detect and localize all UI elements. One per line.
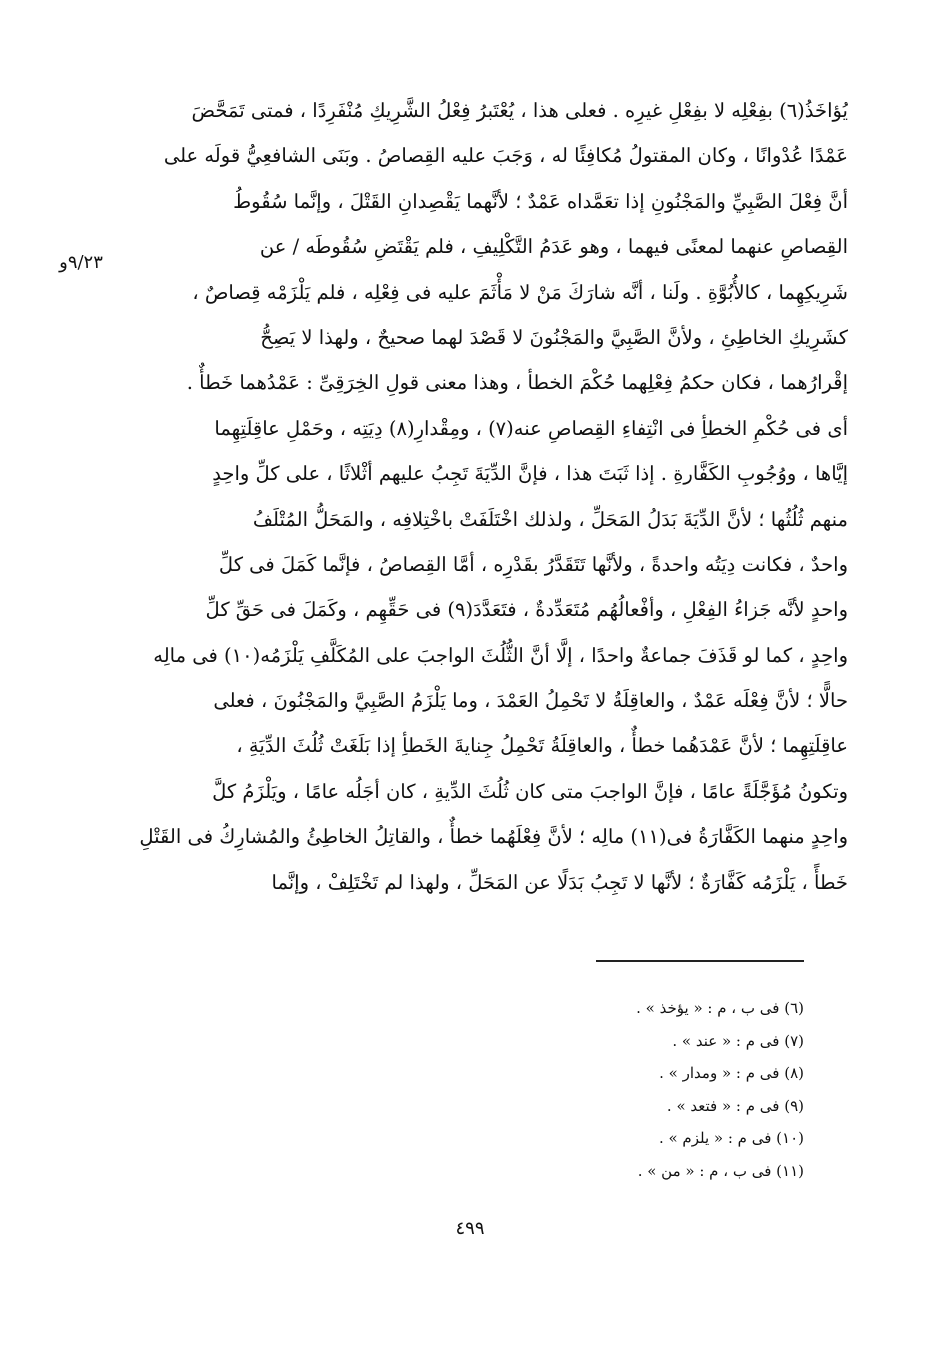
text-line-12: واحدٍ لأنَّه جَزاءُ الفِعْلِ ، وأفْعالُهُم مُتَعَدِّدةٌ ، فتَعَدَّدَ(٩) فى حَقِّهِم ، وكَمَلَ فى حَقِّ كلِّ bbox=[205, 598, 848, 622]
text-line-1: يُؤاخَذُ(٦) بفِعْلِه لا بفِعْلِ غيرِه . فعلى هذا ، يُعْتَبرُ فِعْلُ الشَّرِيكِ مُنْفَرِدًا ، فمتى تَمَحَّضَ bbox=[191, 99, 848, 122]
text-line-8: أى فى حُكْمِ الخطأِ فى انْتِفاءِ القِصاصِ عنه(٧) ، ومِقْدارِ(٨) دِيَتِه ، وحَمْلِ عاقِلَتِهِما bbox=[214, 416, 848, 440]
text-line-5: شَرِيكِهِما ، كالأُبُوَّةِ . ولَنا ، أنَّه شارَكَ مَنْ لا مَأْثَمَ عليه فى فِعْلِه ، فلم يَلْزَمْه قِصاصٌ ، bbox=[192, 280, 848, 304]
footnote-9: (٩) فى م : « فتعد » . bbox=[666, 1096, 804, 1115]
margin-folio-note: ٩/٢٣و bbox=[59, 252, 103, 273]
text-line-14: حالًّا ؛ لأنَّ فِعْلَه عَمْدٌ ، والعاقِلَةُ لا تَحْمِلُ العَمْدَ ، وما يَلْزَمُ الصَّبِيَّ والمَجْنُونَ ، فعلى bbox=[213, 689, 848, 713]
footnote-6: (٦) فى ب ، م : « يؤخذ » . bbox=[636, 999, 804, 1017]
text-line-7: إقْرارُهما ، فكان حكمُ فِعْلِهما حُكْمَ الخطأ ، وهذا معنى قولِ الخِرَقِىِّ : عَمْدُهما خَطأٌ . bbox=[186, 371, 848, 395]
text-line-2: عَمْدًا عُدْوانًا ، وكان المقتولُ مُكافِئًا له ، وَجَبَ عليه القِصاصُ . وبَنَى الشافعِيُّ قولَه على bbox=[163, 144, 848, 168]
page-number: ٤٩٩ bbox=[455, 1218, 485, 1239]
footnote-7: (٧) فى م : « عند » . bbox=[672, 1031, 804, 1050]
text-line-6: كشَرِيكِ الخاطِئِ ، ولأنَّ الصَّبِيَّ والمَجْنُونَ لا قَصْدَ لهما صحيحٌ ، ولهذا لا يَصِحُّ bbox=[260, 325, 848, 349]
text-line-10: منهم ثُلُثُها ؛ لأنَّ الدِّيَةَ بَدَلُ المَحَلِّ ، ولذلك اخْتَلَفَتْ باخْتِلافِه ، والمَحَلُّ المُتْلَفُ bbox=[252, 507, 848, 531]
text-line-9: إيَّاها ، ووُجُوبِ الكَفَّارةِ . إذا ثَبَتَ هذا ، فإنَّ الدِّيَةَ تَجِبُ عليهم أثْلاثًا ، على كلِّ واحِدٍ bbox=[212, 462, 848, 486]
footnote-11: (١١) فى ب ، م : « من » . bbox=[637, 1161, 804, 1180]
footnote-8: (٨) فى م : « ومدار » . bbox=[659, 1064, 804, 1083]
footnote-divider bbox=[596, 960, 804, 962]
text-line-4: القِصاصِ عنهما لمعنًى فيهما ، وهو عَدَمُ التَّكْلِيفِ ، فلم يَقْتَضِ سُقُوطَه / عن bbox=[259, 235, 848, 259]
main-text-block bbox=[128, 88, 848, 905]
text-line-3: أنَّ فِعْلَ الصَّبِيِّ والمَجْنُونِ إذا تعَمَّداه عَمْدٌ ؛ لأنَّهما يَقْصِدانِ القَتْلَ ، وإنَّما سُقُوطُ bbox=[233, 189, 848, 213]
text-line-18: خَطأً ، يَلْزَمُه كَفَّارَةٌ ؛ لأنَّها لا تَجِبُ بَدَلًا عن المَحَلِّ ، ولهذا لم تَخْتَلِفْ ، وإنَّما bbox=[271, 870, 848, 894]
footnote-10: (١٠) فى م : « يلزم » . bbox=[658, 1129, 804, 1148]
text-line-17: واحِدٍ منهما الكَفَّارَةُ فى(١١) مالِه ؛ لأنَّ فِعْلَهُما خطأٌ ، والقاتِلُ الخاطِئُ والمُشارِكُ فى القَتْلِ bbox=[139, 825, 848, 849]
text-line-15: عاقِلَتِهِما ؛ لأنَّ عَمْدَهُما خطأٌ ، والعاقِلَةُ تَحْمِلُ جِنايةَ الخَطأِ إذا بَلَغَتْ ثُلُثَ الدِّيَةِ ، bbox=[236, 734, 848, 758]
text-line-13: واحِدٍ ، كما لو قَذَفَ جماعةٌ واحدًا ، إلَّا أنَّ الثُّلُثَ الواجبَ على المُكَلَّفِ يَلْزَمُه(١٠) فى مالِه bbox=[153, 643, 848, 667]
text-line-16: وتكونُ مُؤَجَّلَةً عامًا ، فإنَّ الواجبَ متى كان ثُلُثَ الدِّيةِ ، كان أجَلُه عامًا ، ويَلْزَمُ كلَّ bbox=[212, 779, 848, 803]
text-line-11: واحدٌ ، فكانت دِيَتُه واحدةً ، ولأنَّها تَتَقَدَّرُ بقَدْرِه ، أمَّا القِصاصُ ، فإنَّما كَمَلَ فى كلِّ bbox=[218, 552, 848, 576]
footnotes-block bbox=[520, 992, 804, 1188]
